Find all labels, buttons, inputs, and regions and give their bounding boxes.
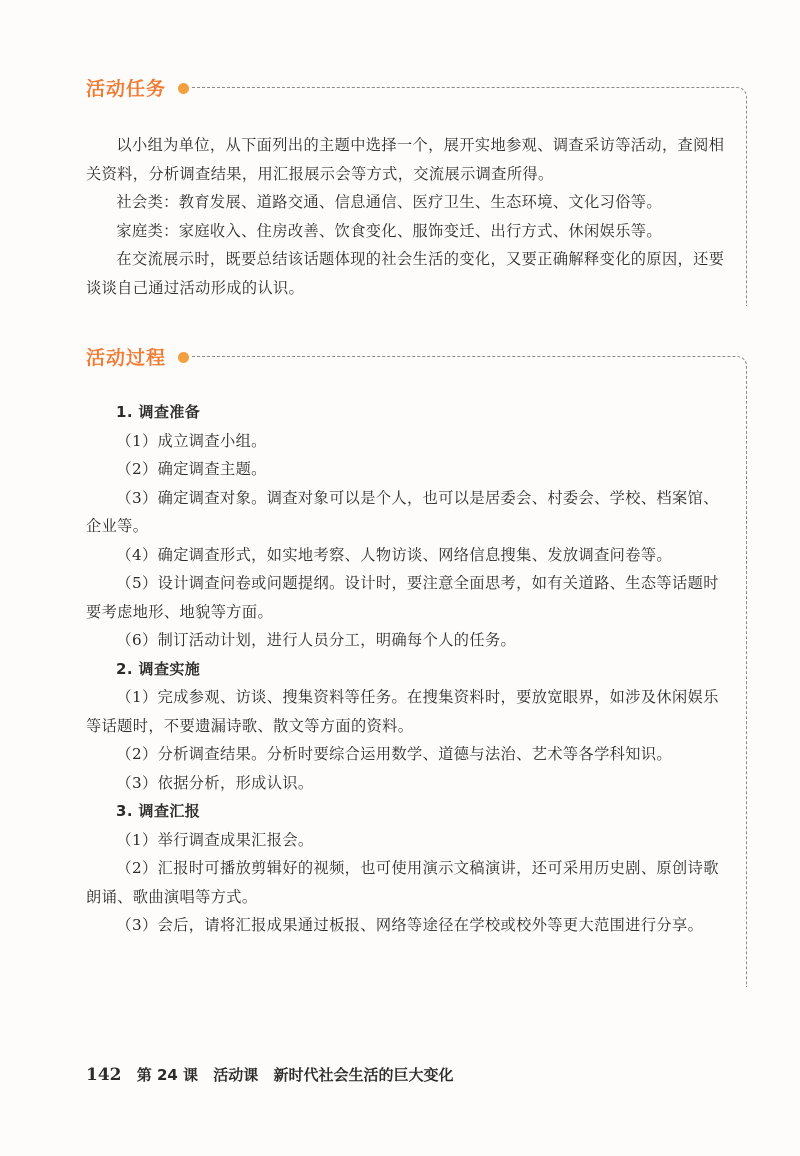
page-number: 142 xyxy=(86,1065,122,1085)
task-paragraph: 社会类：教育发展、道路交通、信息通信、医疗卫生、生态环境、文化习俗等。 xyxy=(116,193,662,211)
step1-heading: 1. 调查准备 xyxy=(116,403,201,421)
orange-dot-icon xyxy=(178,352,189,363)
step1-item: （1）成立调查小组。 xyxy=(116,431,267,450)
task-body xyxy=(86,131,734,302)
step3-item: （1）举行调查成果汇报会。 xyxy=(116,830,314,849)
step3-item: （2）汇报时可播放剪辑好的视频，也可使用演示文稿演讲，还可采用历史剧、原创诗歌朗诵、歌曲演唱等方式。 xyxy=(86,859,719,906)
step1-item: （2）确定调查主题。 xyxy=(116,460,267,478)
lesson-category: 活动课 xyxy=(213,1066,259,1084)
step3-heading: 3. 调查汇报 xyxy=(116,802,201,820)
process-body xyxy=(86,398,734,940)
step2-item: （2）分析调查结果。分析时要综合运用数学、道德与法治、艺术等各学科知识。 xyxy=(116,745,673,763)
step1-item: （5）设计调查问卷或问题提纲。设计时，要注意全面思考，如有关道路、生态等话题时要考虑地形、地貌等方面。 xyxy=(86,574,719,621)
page-footer xyxy=(86,1064,464,1085)
task-paragraph: 在交流展示时，既要总结该话题体现的社会生活的变化，又要正确解释变化的原因，还要谈谈自己通过活动形成的认识。 xyxy=(86,250,725,297)
step1-item: （4）确定调查形式，如实地考察、人物访谈、网络信息搜集、发放调查问卷等。 xyxy=(116,545,673,564)
process-title: 活动过程 xyxy=(86,347,167,369)
lesson-number: 第 24 课 xyxy=(136,1066,199,1084)
task-title: 活动任务 xyxy=(86,78,167,100)
step2-item: （3）依据分析，形成认识。 xyxy=(116,773,314,792)
orange-dot-icon xyxy=(178,83,189,94)
lesson-title: 新时代社会生活的巨大变化 xyxy=(273,1066,454,1084)
task-paragraph: 以小组为单位，从下面列出的主题中选择一个，展开实地参观、调查采访等活动，查阅相关资料，分析调查结果，用汇报展示会等方式，交流展示调查所得。 xyxy=(86,136,725,183)
step2-item: （1）完成参观、访谈、搜集资料等任务。在搜集资料时，要放宽眼界，如涉及休闲娱乐等话题时，不要遗漏诗歌、散文等方面的资料。 xyxy=(86,688,719,735)
step3-item: （3）会后，请将汇报成果通过板报、网络等途径在学校或校外等更大范围进行分享。 xyxy=(116,916,704,934)
step1-item: （3）确定调查对象。调查对象可以是个人，也可以是居委会、村委会、学校、档案馆、企业等。 xyxy=(86,488,719,535)
task-paragraph: 家庭类：家庭收入、住房改善、饮食变化、服饰变迁、出行方式、休闲娱乐等。 xyxy=(116,221,662,240)
step2-heading: 2. 调查实施 xyxy=(116,659,201,678)
step1-item: （6）制订活动计划，进行人员分工，明确每个人的任务。 xyxy=(116,631,517,649)
